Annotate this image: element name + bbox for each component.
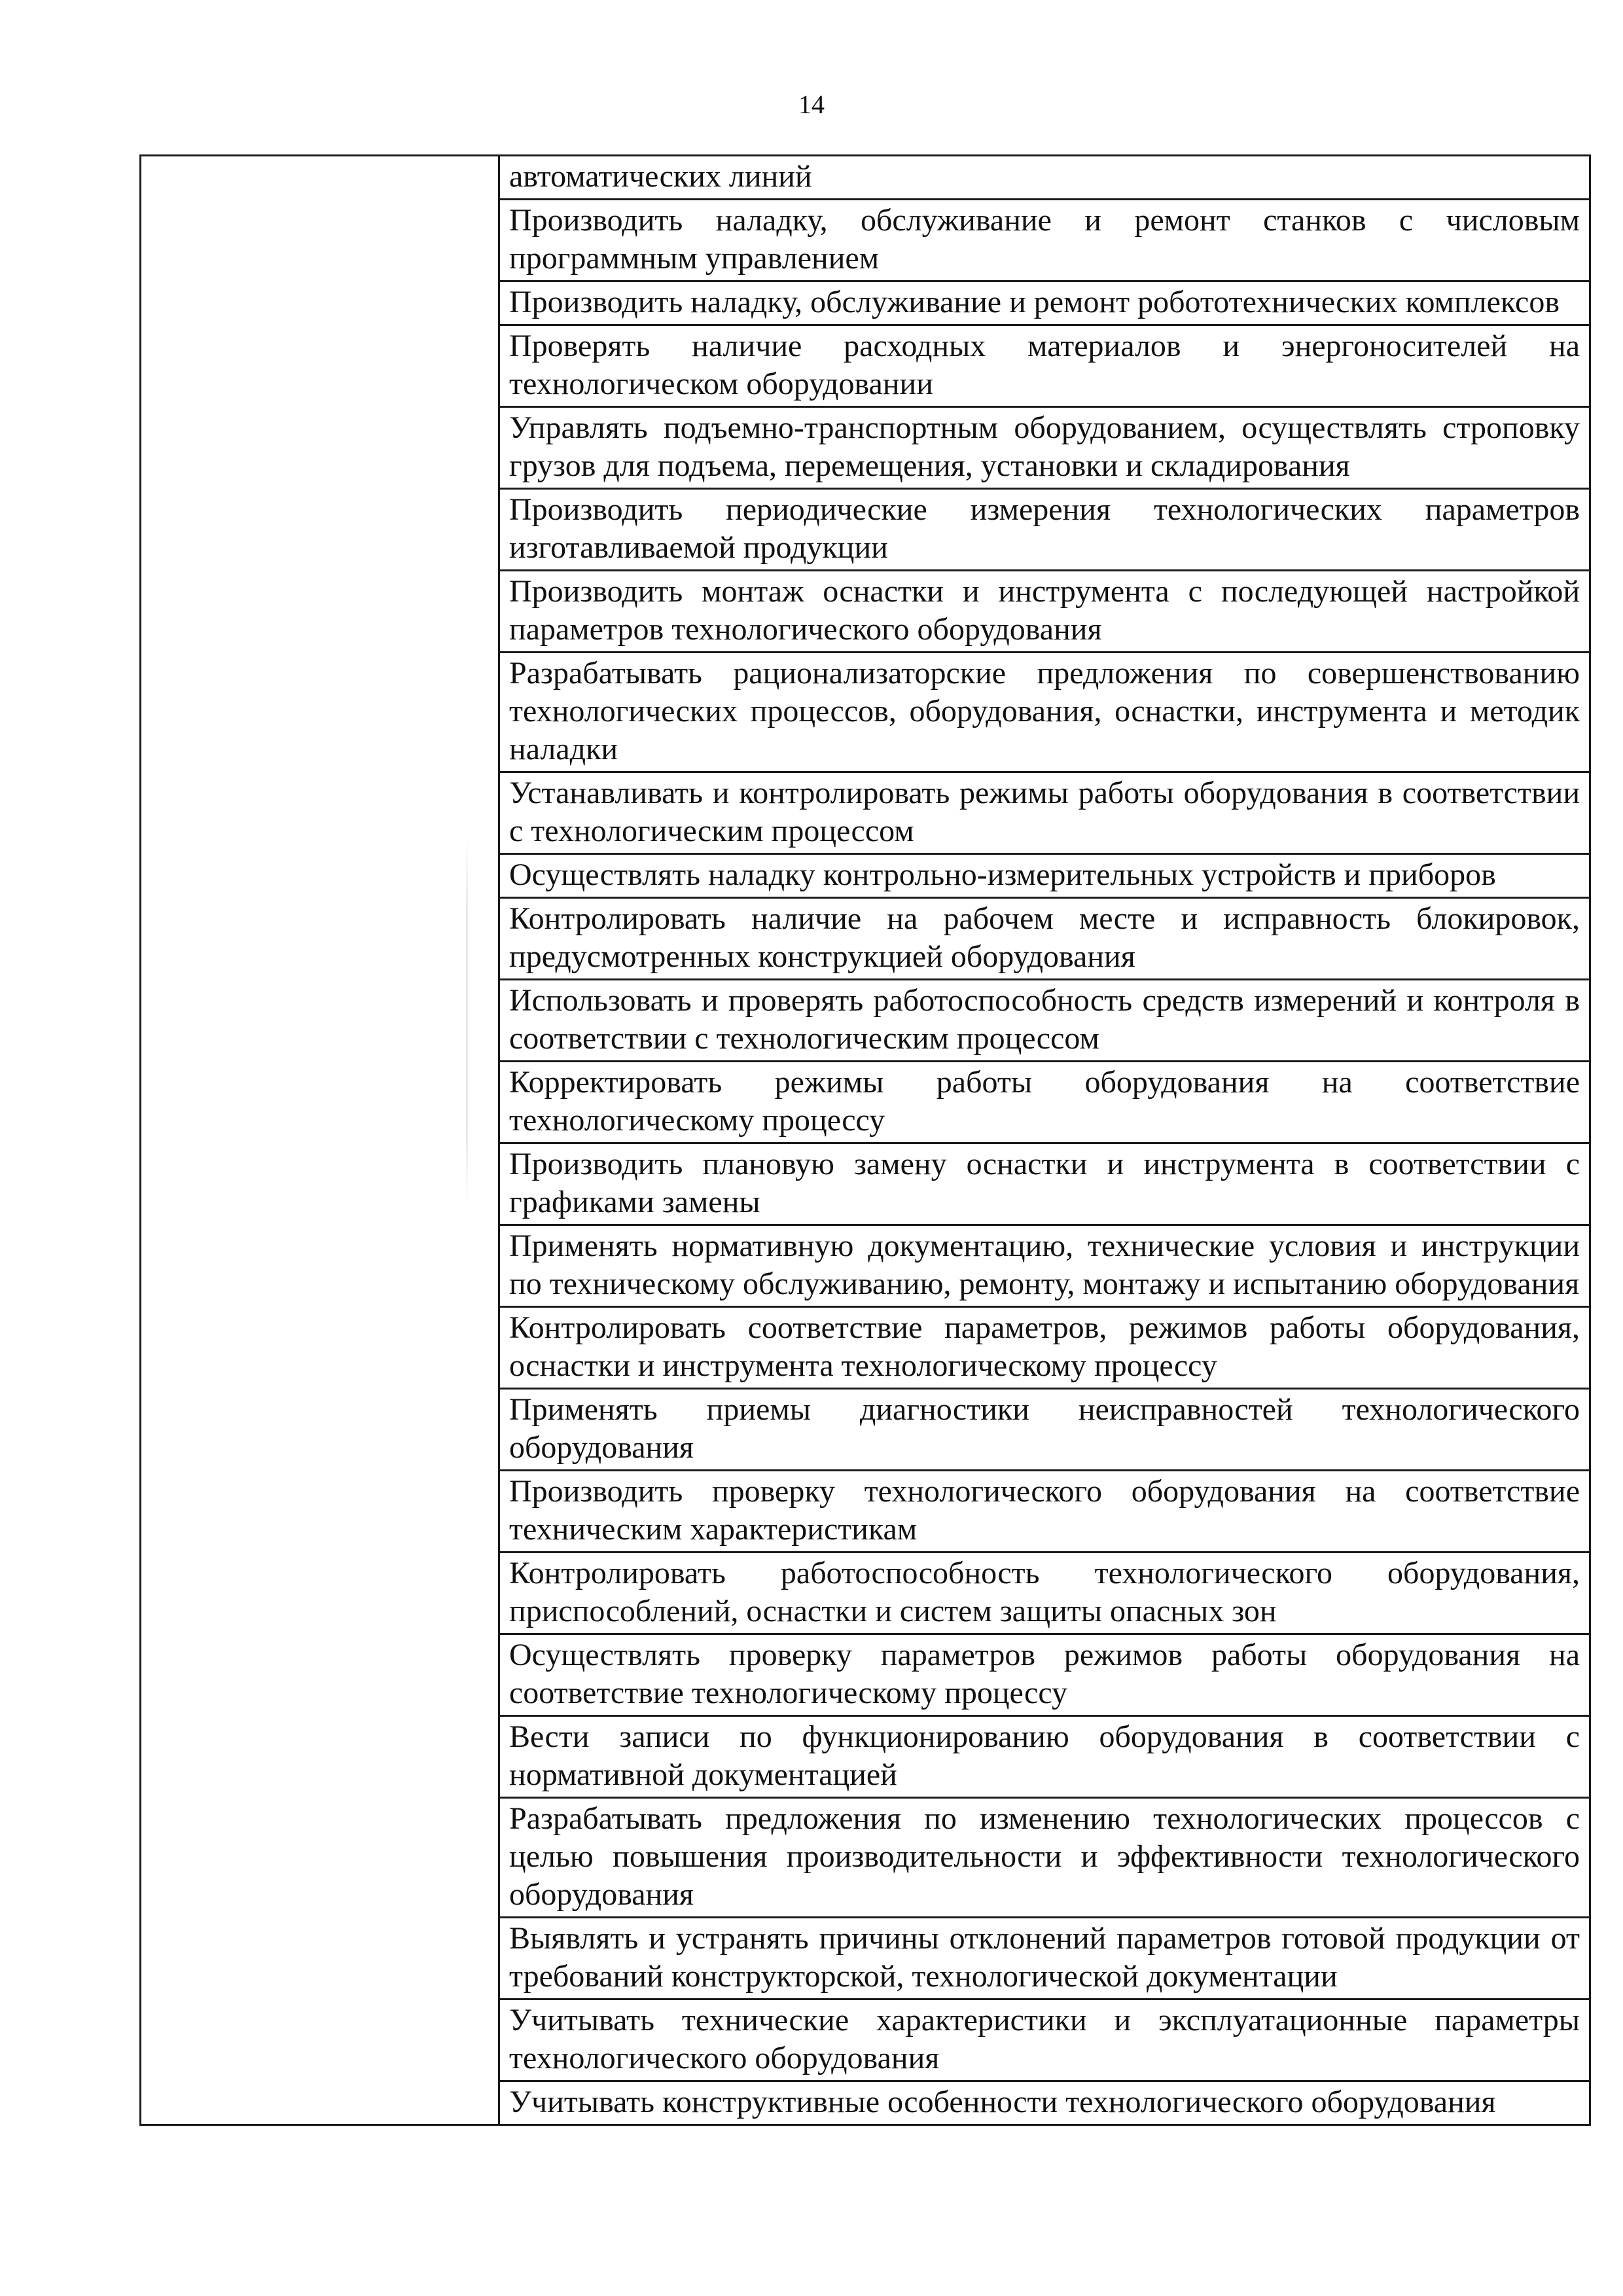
table-cell: автоматических линий [499,156,1590,200]
table-cell: Осуществлять проверку параметров режимов работы оборудования на соответствие технологическому процессу [499,1634,1590,1716]
table-cell: Контролировать работоспособность технологического оборудования, приспособлений, оснастки и систем защиты опасных зон [499,1552,1590,1634]
left-empty-cell [141,156,499,2125]
table-cell: Производить плановую замену оснастки и инструмента в соответствии с графиками замены [499,1143,1590,1225]
table-cell: Использовать и проверять работоспособность средств измерений и контроля в соответствии с технологическим процессом [499,980,1590,1062]
table-cell: Вести записи по функционированию оборудования в соответствии с нормативной документацией [499,1716,1590,1798]
table-cell: Контролировать наличие на рабочем месте и исправность блокировок, предусмотренных конструкцией оборудования [499,898,1590,980]
table-cell: Производить наладку, обслуживание и ремонт станков с числовым программным управлением [499,200,1590,281]
table-cell: Применять нормативную документацию, технические условия и инструкции по техническому обслуживанию, ремонту, монтажу и испытанию оборудования [499,1225,1590,1307]
table-cell: Контролировать соответствие параметров, режимов работы оборудования, оснастки и инструмента технологическому процессу [499,1307,1590,1389]
table-cell: Разрабатывать предложения по изменению технологических процессов с целью повышения производительности и эффективности технологического оборудования [499,1798,1590,1918]
table-cell: Проверять наличие расходных материалов и энергоносителей на технологическом оборудовании [499,325,1590,407]
table-cell: Производить наладку, обслуживание и ремонт робототехнических комплексов [499,281,1590,325]
table-cell: Осуществлять наладку контрольно-измерительных устройств и приборов [499,854,1590,898]
table-row [141,156,1590,200]
table-cell: Корректировать режимы работы оборудования на соответствие технологическому процессу [499,1062,1590,1143]
table-cell: Применять приемы диагностики неисправностей технологического оборудования [499,1389,1590,1471]
table-cell: Устанавливать и контролировать режимы работы оборудования в соответствии с технологическим процессом [499,772,1590,854]
table-cell: Производить периодические измерения технологических параметров изготавливаемой продукции [499,489,1590,571]
table-cell: Выявлять и устранять причины отклонений параметров готовой продукции от требований конструкторской, технологической документации [499,1918,1590,2000]
table-cell: Учитывать конструктивные особенности технологического оборудования [499,2081,1590,2125]
competency-table [139,154,1591,2126]
table-cell: Учитывать технические характеристики и эксплуатационные параметры технологического оборудования [499,2000,1590,2081]
table-cell: Производить монтаж оснастки и инструмента с последующей настройкой параметров технологического оборудования [499,571,1590,653]
page-number: 14 [798,90,825,119]
table-cell: Производить проверку технологического оборудования на соответствие техническим характеристикам [499,1471,1590,1552]
table-cell: Управлять подъемно-транспортным оборудованием, осуществлять строповку грузов для подъема, перемещения, установки и складирования [499,407,1590,489]
table-cell: Разрабатывать рационализаторские предложения по совершенствованию технологических процессов, оборудования, оснастки, инструмента и методик наладки [499,653,1590,772]
